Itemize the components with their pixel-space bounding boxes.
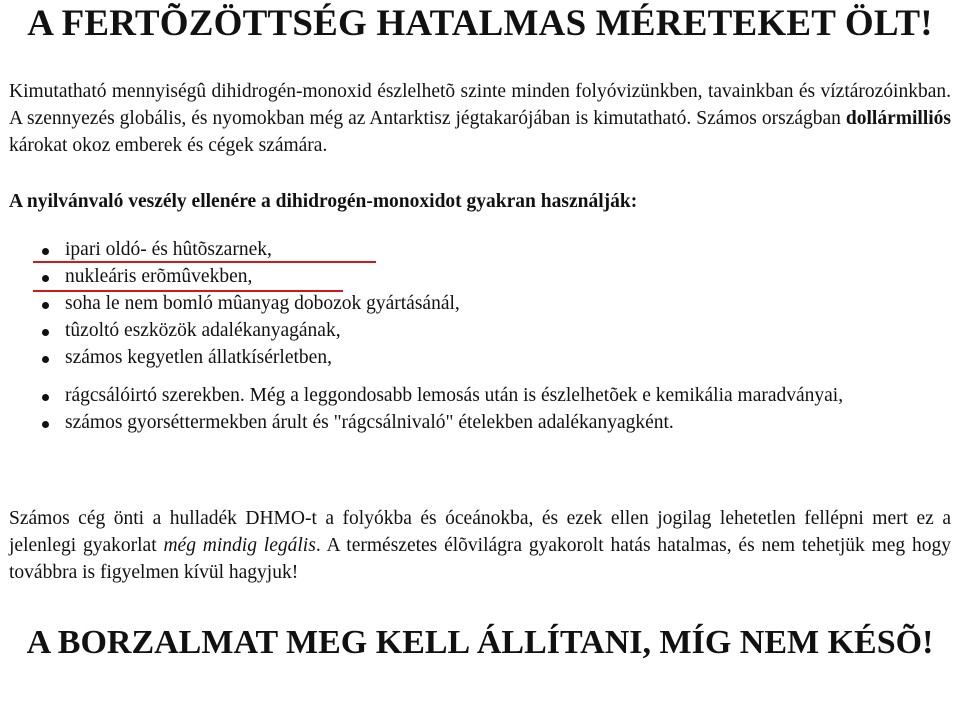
usage-list bbox=[0, 236, 951, 436]
closing-paragraph bbox=[9, 505, 951, 586]
bullet-icon bbox=[42, 356, 49, 363]
bullet-icon bbox=[42, 421, 49, 428]
list-item bbox=[0, 290, 951, 317]
bullet-icon bbox=[42, 248, 49, 255]
list-item-text: soha le nem bomló mûanyag dobozok gyártásánál, bbox=[65, 293, 460, 314]
list-item-text: nukleáris erõmûvekben, bbox=[65, 266, 253, 287]
page-title: A FERTÕZÖTTSÉG HATALMAS MÉRETEKET ÖLT! bbox=[27, 3, 933, 44]
red-underline-mark bbox=[33, 261, 376, 263]
list-item-text: számos kegyetlen állatkísérletben, bbox=[65, 347, 332, 368]
bullet-icon bbox=[42, 275, 49, 282]
list-heading: A nyilvánvaló veszély ellenére a dihidrogén-monoxidot gyakran használják: bbox=[9, 191, 638, 212]
intro-text-start: Kimutatható mennyiségû dihidrogén-monoxid észlelhetõ szinte minden folyóvizünkben, tavainkban és víztározóinkban. A szennyezés globális, és nyomokban még az Antarktisz jégtakarójában is kimutatható. Számos országban bbox=[9, 81, 951, 129]
footer-heading: A BORZALMAT MEG KELL ÁLLÍTANI, MÍG NEM KÉSÕ! bbox=[26, 624, 934, 661]
intro-text-end: károkat okoz emberek és cégek számára. bbox=[9, 135, 328, 156]
list-item bbox=[0, 409, 951, 436]
closing-text-end: . A természetes élõvilágra gyakorolt hatás hatalmas, és nem tehetjük meg hogy továbbra is figyelmen kívül hagyjuk! bbox=[9, 535, 951, 583]
list-item-text: ipari oldó- és hûtõszarnek, bbox=[65, 239, 272, 260]
list-item-text: rágcsálóirtó szerekben. Még a leggondosabb lemosás után is észlelhetõek e kemikália maradványai, bbox=[65, 385, 844, 406]
list-item bbox=[0, 236, 951, 263]
list-item bbox=[0, 317, 951, 344]
bullet-icon bbox=[42, 329, 49, 336]
intro-paragraph bbox=[9, 78, 951, 159]
list-item bbox=[0, 263, 951, 290]
list-item-text: számos gyorséttermekben árult és "rágcsálnivaló" ételekben adalékanyagként. bbox=[65, 412, 674, 433]
list-item-text: tûzoltó eszközök adalékanyagának, bbox=[65, 320, 341, 341]
list-item bbox=[0, 382, 951, 409]
red-underline-mark bbox=[33, 290, 343, 292]
intro-bold-phrase: dollármilliós bbox=[845, 108, 951, 129]
closing-text-start: Számos cég önti a hulladék DHMO-t a folyókba és óceánokba, és ezek ellen jogilag lehetetlen fellépni mert ez a jelenlegi gyakorlat bbox=[9, 508, 951, 556]
list-item bbox=[0, 344, 951, 371]
closing-italic-phrase: még mindig legális bbox=[163, 535, 316, 556]
bullet-icon bbox=[42, 302, 49, 309]
bullet-icon bbox=[42, 394, 49, 401]
